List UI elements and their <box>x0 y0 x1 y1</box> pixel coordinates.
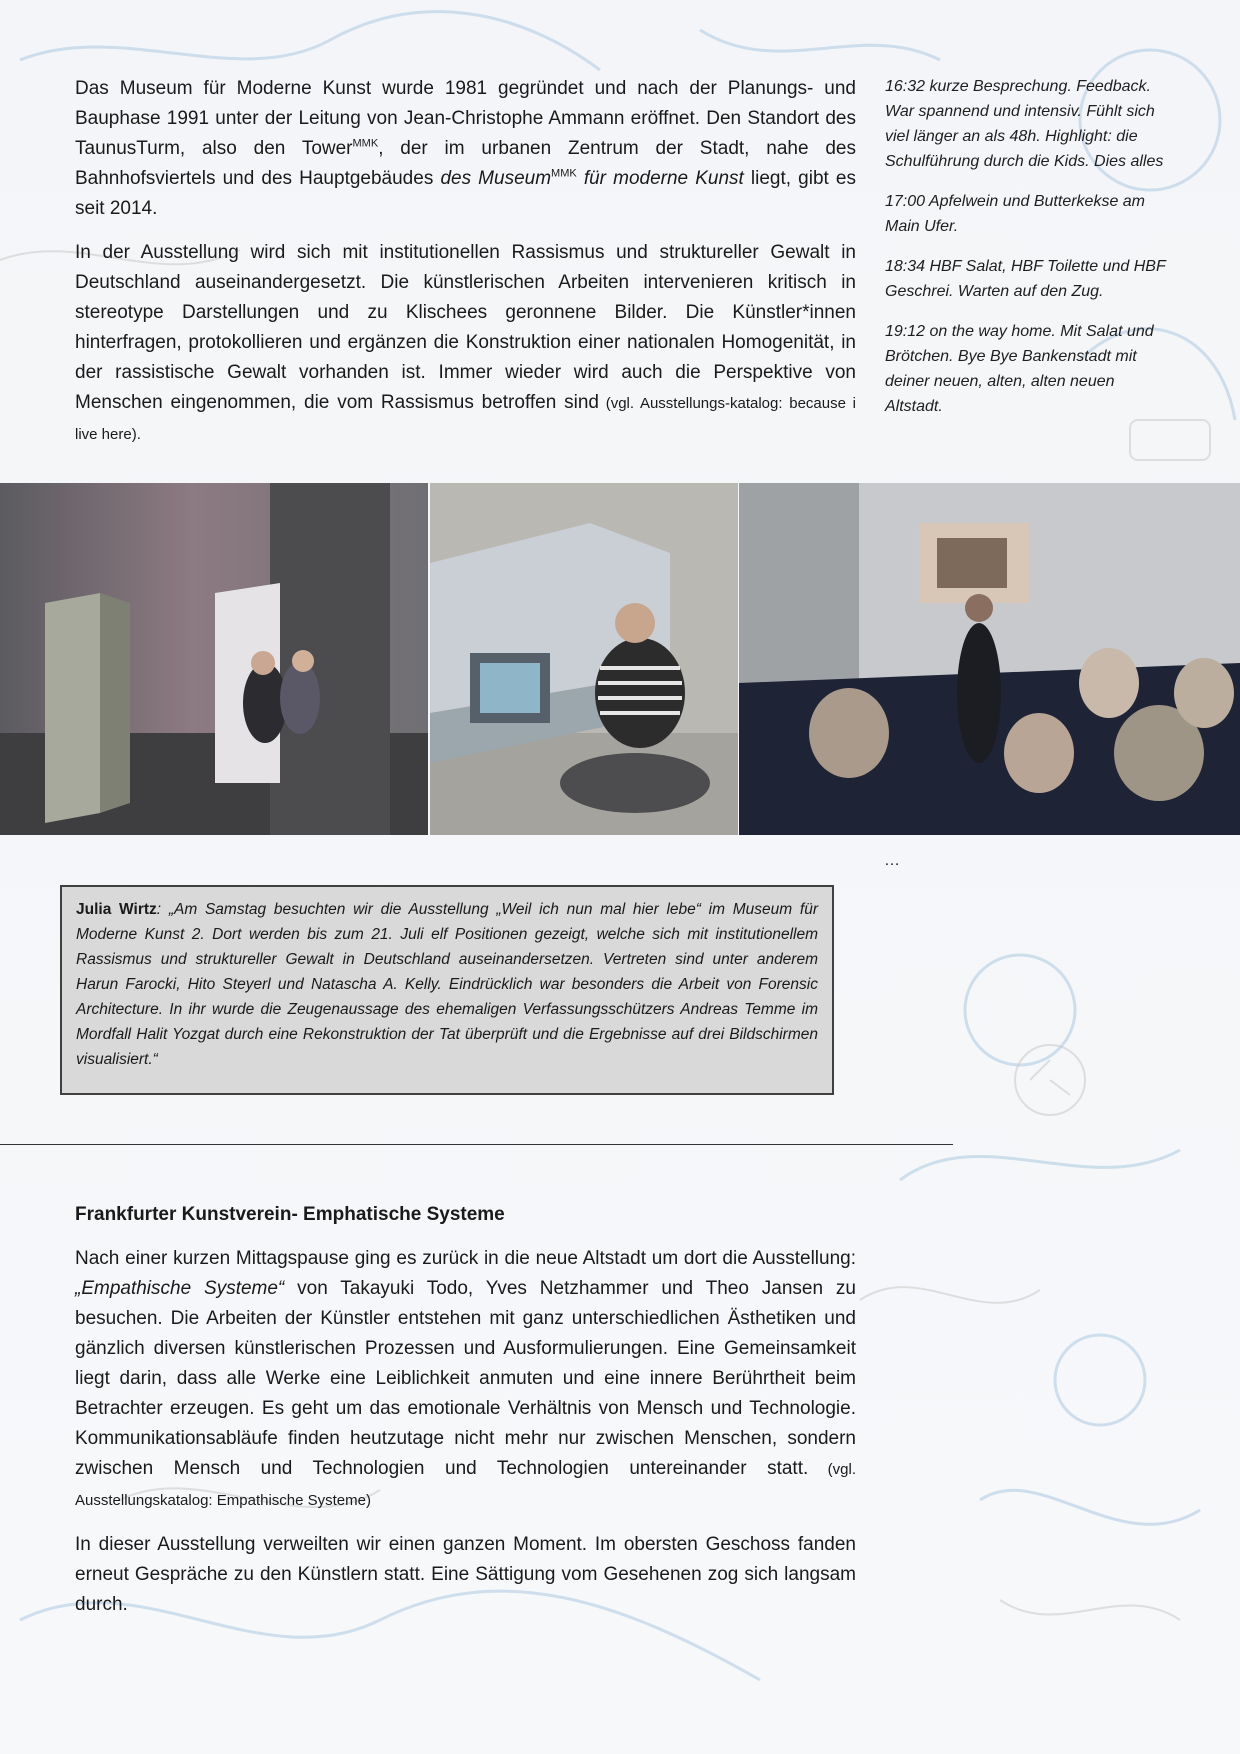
diary-entry: 16:32 kurze Besprechung. Feedback. War spannend und intensiv. Fühlt sich viel länger an als 48h. Highlight: die Schulführung durch die Kids. Dies alles <box>885 78 1164 170</box>
exhibition-photo-1 <box>0 483 428 835</box>
section-divider <box>0 1144 953 1145</box>
diary-entry: 19:12 on the way home. Mit Salat und Brötchen. Bye Bye Bankenstadt mit deiner neuen, alten, alten neuen Altstadt. <box>885 323 1154 415</box>
exhibition-paragraph: In der Ausstellung wird sich mit institutionellen Rassismus und struktureller Gewalt in Deutschland auseinandergesetzt. Die künstlerischen Arbeiten intervenieren kritisch in stereotype Darstellungen und zu Klischees geronnene Bilder. Die Künstler*innen hinterfragen, protokollieren und ergänzen die Konstruktion einer nationalen Homogenität, in der rassistische Gewalt vorhanden ist. Immer wieder wird auch die Perspektive von Menschen eingenommen, die vom Rassismus betroffen sind (vgl. Ausstellungs-katalog: because i live here). <box>75 242 857 443</box>
museum-section <box>75 74 856 464</box>
quote-text: : „Am Samstag besuchten wir die Ausstellung „Weil ich nun mal hier lebe“ im Museum für Moderne Kunst 2. Dort werden bis zum 21. Juli elf Positionen gezeigt, welche sich mit institutionellem Rassismus und struktureller Gewalt in Deutschland auseinandersetzen. Vertreten sind unter anderem Harun Farocki, Hito Steyerl und Natascha A. Kelly. Eindrücklich war besonders die Arbeit von Forensic Architecture. In ihr wurde die Zeugenaussage des ehemaligen Verfassungsschützers Andreas Temme im Mordfall Halit Yozgat durch eine Rekonstruktion der Tat überprüft und die Ergebnisse auf drei Bildschirmen visualisiert.“ <box>76 901 818 1068</box>
photo-strip <box>0 483 1240 835</box>
section-heading: Frankfurter Kunstverein- Emphatische Systeme <box>75 1204 505 1225</box>
museum-history-paragraph: Das Museum für Moderne Kunst wurde 1981 gegründet und nach der Planungs- und Bauphase 1991 unter der Leitung von Jean-Christophe Ammann eröffnet. Den Standort des TaunusTurm, also den Tower$^{MMK}$, der im urbanen Zentrum der Stadt, nahe des Bahnhofsviertels und des Hauptgebäudes des Museum$^{MMK}$ für moderne Kunst liegt, gibt es seit 2014. <box>75 78 856 219</box>
exhibition-photo-2 <box>430 483 738 835</box>
kunstverein-section <box>75 1200 856 1634</box>
quote-box <box>60 885 834 1095</box>
diary-entry: 18:34 HBF Salat, HBF Toilette und HBF Geschrei. Warten auf den Zug. <box>885 258 1166 300</box>
kunstverein-paragraph-1: Nach einer kurzen Mittagspause ging es zurück in die neue Altstadt um dort die Ausstellung: „Empathische Systeme“ von Takayuki Todo, Yves Netzhammer und Theo Jansen zu besuchen. Die Arbeiten der Künstler entstehen mit ganz unterschiedlichen Ästhetiken und gänzlich diversen künstlerischen Prozessen und Ausformulierungen. Eine Gemeinsamkeit liegt darin, dass alle Werke eine Leiblichkeit anmuten und eine innere Berührtheit beim Betrachter erzeugen. Es geht um das emotionale Verhältnis von Mensch und Technologie. Kommunikationsabläufe finden heutzutage nicht mehr nur zwischen Menschen, sondern zwischen Mensch und Technologien und Technologien untereinander statt. (vgl. Ausstellungskatalog: Empathische Systeme) <box>75 1248 856 1509</box>
diary-entry: 17:00 Apfelwein und Butterkekse am Main Ufer. <box>885 193 1146 235</box>
kunstverein-paragraph-2: In dieser Ausstellung verweilten wir einen ganzen Moment. Im obersten Geschoss fanden erneut Gespräche zu den Künstlern statt. Eine Sättigung vom Gesehenen zog sich langsam durch. <box>75 1534 856 1615</box>
ellipsis: … <box>884 852 900 869</box>
quote-author: Julia Wirtz <box>76 901 157 918</box>
exhibition-photo-3 <box>739 483 1240 835</box>
diary-sidebar <box>885 74 1175 434</box>
